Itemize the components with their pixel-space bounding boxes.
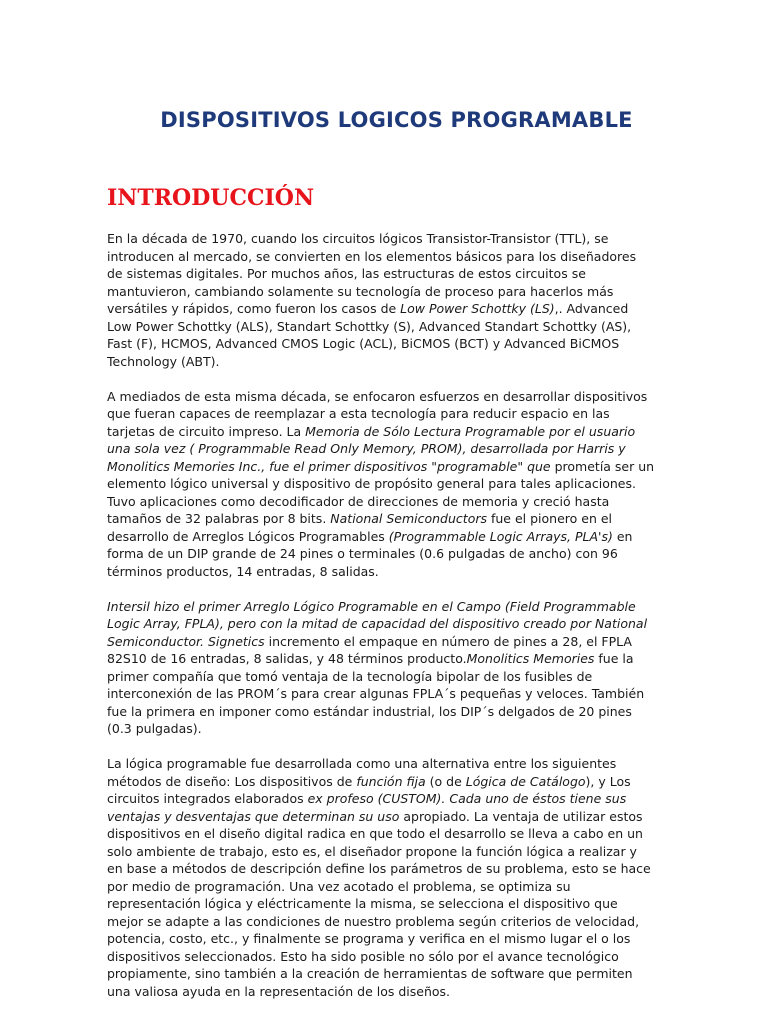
text-run: incremento el empaque en número de pines a 28, el FPLA 82S10 de 16 entradas, 8 salidas, y 48 términos producto. xyxy=(107,633,632,666)
italic-text-run: Lógica de Catálogo xyxy=(465,773,586,789)
text-run: prometía ser un elemento lógico universal y dispositivo de propósito general para tales aplicaciones. Tuvo aplicaciones como decodificador de direcciones de memoria y creció hasta tamaños de 32 palabras por 8 bits. xyxy=(107,458,655,526)
italic-text-run: función fija xyxy=(356,773,426,789)
document-title: DISPOSITIVOS LOGICOS PROGRAMABLE xyxy=(160,108,633,132)
text-run: A mediados de esta misma década, se enfocaron esfuerzos en desarrollar dispositivos que fueran capaces de reemplazar a esta tecnología para reducir espacio en las tarjetas de circuito impreso. La xyxy=(107,388,648,439)
text-run: ), y Los circuitos integrados elaborados xyxy=(107,773,631,806)
text-run: fue el pionero en el desarrollo de Arreglos Lógicos Programables xyxy=(107,511,612,544)
text-run: (o de xyxy=(425,773,466,789)
paragraph xyxy=(107,598,655,738)
italic-text-run: Low Power Schottky (LS) xyxy=(400,301,555,316)
text-run: La lógica programable fue desarrollada como una alternativa entre los siguientes métodos de diseño: Los dispositivos de xyxy=(107,756,617,789)
text-run: fue la primer compañía que tomó ventaja de la tecnología bipolar de los fusibles de interconexión de las PROM´s para crear algunas FPLA´s pequeñas y veloces. También fue la primera en imponer como estándar industrial, los DIP´s delgados de 20 pines (0.3 pulgadas). xyxy=(107,651,645,736)
paragraph xyxy=(107,388,655,581)
paragraph xyxy=(107,230,655,370)
section-heading: INTRODUCCIÓN xyxy=(107,185,315,211)
italic-text-run: (Programmable Logic Arrays, PLA's) xyxy=(388,528,613,544)
text-run: En la década de 1970, cuando los circuitos lógicos Transistor-Transistor (TTL), se introducen al mercado, se convierten en los elementos básicos para los diseñadores de sistemas digitales. Por muchos años, las estructuras de estos circuitos se mantuvieron, cambiando solamente su tecnología de proceso para hacerlos más versátiles y rápidos, como fueron los casos de xyxy=(107,231,637,316)
text-run: apropiado. La ventaja de utilizar estos dispositivos en el diseño digital radica en que todo el desarrollo se lleva a cabo en un solo ambiente de trabajo, esto es, el diseñador propone la función lógica a realizar y en base a métodos de descripción define los parámetros de su problema, esto se hace por medio de programación. Una vez acotado el problema, se optimiza su representación lógica y eléctricamente la misma, se selecciona el dispositivo que mejor se adapte a las condiciones de nuestro problema según criterios de velocidad, potencia, costo, etc., y finalmente se programa y verifica en el mismo lugar el o los dispositivos seleccionados. Esto ha sido posible no sólo por el avance tecnológico propiamente, sino también a la creación de herramientas de software que permiten una valiosa ayuda en la representación de los diseños. xyxy=(107,808,651,999)
paragraph xyxy=(107,755,655,1000)
text-run: en forma de un DIP grande de 24 pines o terminales (0.6 pulgadas de ancho) con 96 términos productos, 14 entradas, 8 salidas. xyxy=(107,528,633,579)
italic-text-run: Memoria de Sólo Lectura Programable por el usuario una sola vez ( Programmable Read Only Memory, PROM), desarrollada por Harris y Monolitics Memories Inc., fue el primer dispositivos "programable" que xyxy=(107,423,636,474)
italic-text-run: ex profeso (CUSTOM). Cada uno de éstos tiene sus ventajas y desventajas que determinan su uso xyxy=(107,791,627,824)
italic-text-run: National Semiconductors xyxy=(330,511,487,526)
italic-text-run: Monolitics Memories xyxy=(466,651,595,666)
document-body xyxy=(107,230,655,1018)
italic-text-run: Intersil hizo el primer Arreglo Lógico Programable en el Campo (Field Programmable Logic Array, FPLA), pero con la mitad de capacidad del dispositivo creado por National Semiconductor. xyxy=(107,598,648,649)
italic-text-run: Signetics xyxy=(207,633,265,649)
text-run: ,. Advanced Low Power Schottky (ALS), Standart Schottky (S), Advanced Standart Schottky (AS), Fast (F), HCMOS, Advanced CMOS Logic (ACL), BiCMOS (BCT) y Advanced BiCMOS Technology (ABT). xyxy=(107,301,632,369)
